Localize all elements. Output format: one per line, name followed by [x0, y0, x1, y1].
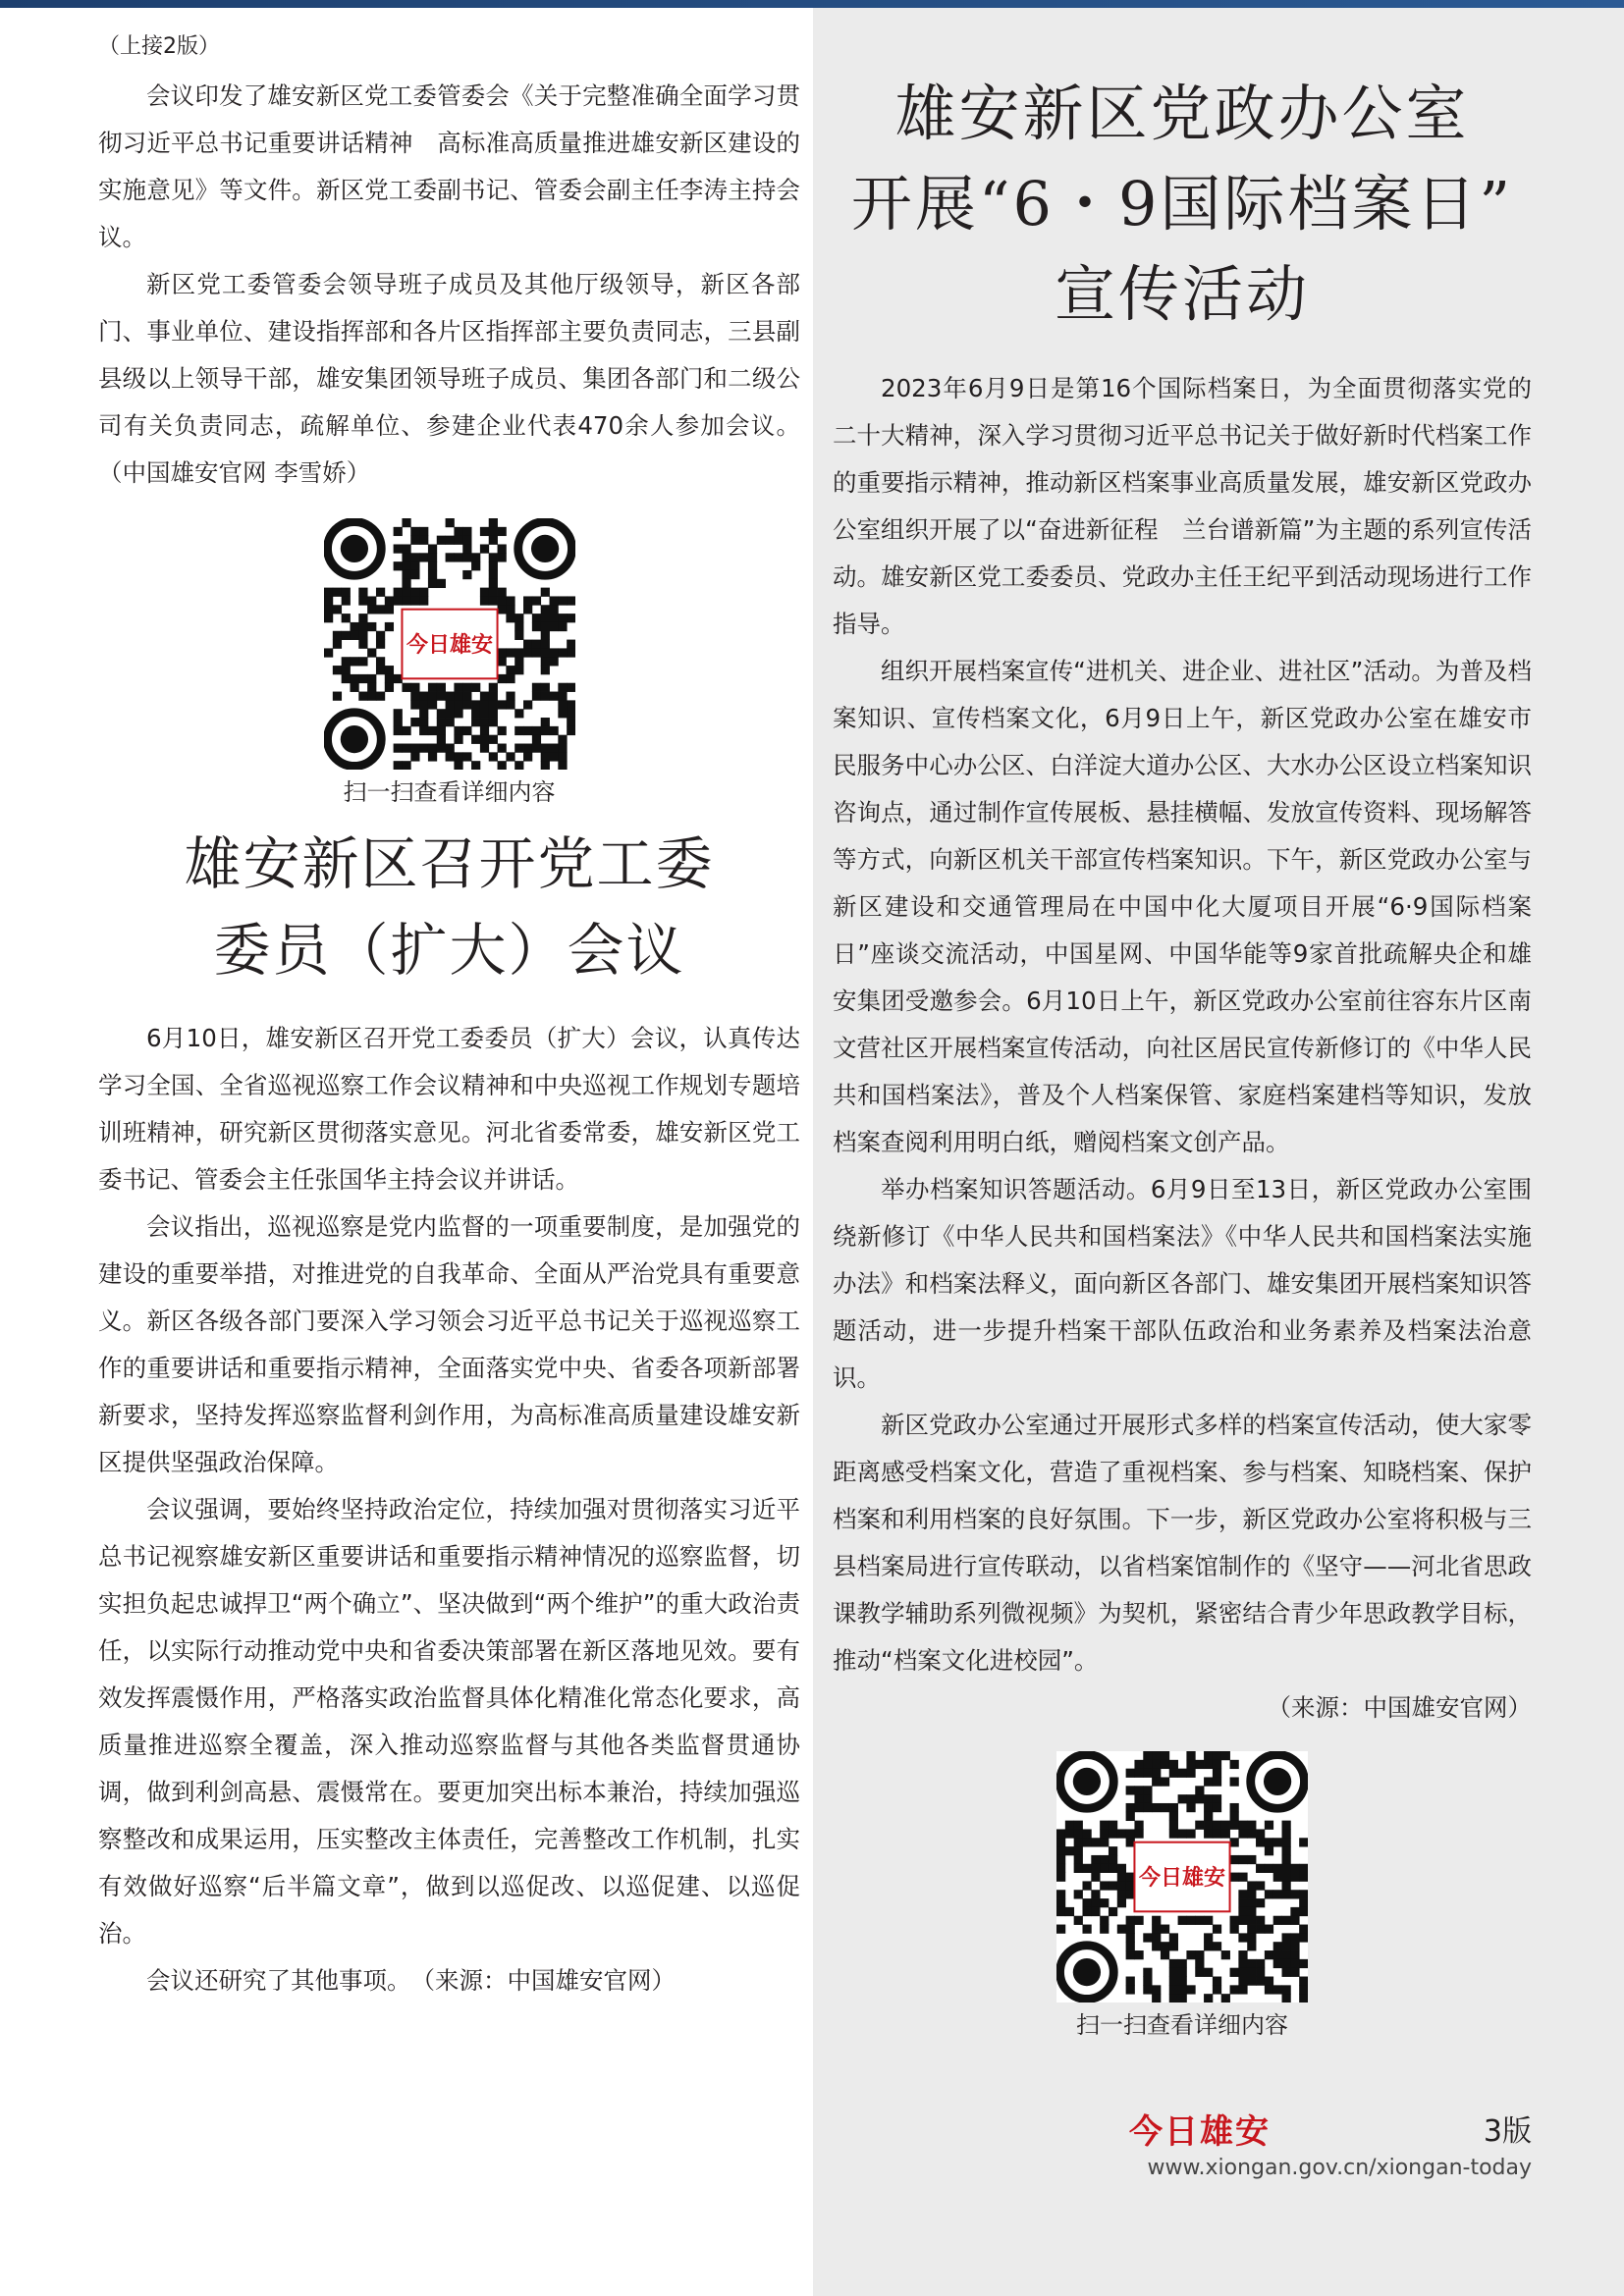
- qr-code-icon[interactable]: [324, 518, 575, 770]
- article-3-headline-line-1: 雄安新区党政办公室: [894, 78, 1470, 149]
- left-column: [98, 29, 800, 2004]
- qr-code-icon[interactable]: [1056, 1751, 1308, 2002]
- continued-label: （上接2版）: [98, 34, 220, 59]
- art3-paragraph-1: 2023年6月9日是第16个国际档案日，为全面贯彻落实党的二十大精神，深入学习贯彻习近平总书记关于做好新时代档案工作的重要指示精神，推动新区档案事业高质量发展，雄安新区党政办公室组织开展了以“奋进新征程 兰台谱新篇”为主题的系列宣传活动。雄安新区党工委委员、党政办主任王纪平到活动现场进行工作指导。: [833, 374, 1532, 638]
- qr-block-1: [98, 518, 800, 809]
- article-2-headline: [98, 821, 800, 993]
- article-3-headline: [833, 69, 1532, 340]
- art2-paragraph-2: 会议指出，巡视巡察是党内监督的一项重要制度，是加强党的建设的重要举措，对推进党的自我革命、全面从严治党具有重要意义。新区各级各部门要深入学习领会习近平总书记关于巡视巡察工作的重要讲话和重要指示精神，全面落实党中央、省委各项新部署新要求，坚持发挥巡察监督利剑作用，为高标准高质量建设雄安新区提供坚强政治保障。: [98, 1212, 800, 1476]
- qr-block-2: [833, 1751, 1532, 2042]
- site-url[interactable]: www.xiongan.gov.cn/xiongan-today: [1147, 2156, 1532, 2180]
- art2-paragraph-3: 会议强调，要始终坚持政治定位，持续加强对贯彻落实习近平总书记视察雄安新区重要讲话和重要指示精神情况的巡察监督，切实担负起忠诚捍卫“两个确立”、坚决做到“两个维护”的重大政治责任，以实际行动推动党中央和省委决策部署在新区落地见效。要有效发挥震慑作用，严格落实政治监督具体化精准化常态化要求，高质量推进巡察全覆盖，深入推动巡察监督与其他各类监督贯通协调，做到利剑高悬、震慑常在。要更加突出标本兼治，持续加强巡察整改和成果运用，压实整改主体责任，完善整改工作机制，扎实有效做好巡察“后半篇文章”，做到以巡促改、以巡促建、以巡促治。: [98, 1495, 800, 1948]
- article-2-headline-line-2: 委员（扩大）会议: [213, 917, 685, 984]
- article-3-headline-line-3: 宣传活动: [1054, 258, 1310, 330]
- qr-caption-2: 扫一扫查看详细内容: [1076, 2011, 1288, 2039]
- art3-paragraph-4: 新区党政办公室通过开展形式多样的档案宣传活动，使大家零距离感受档案文化，营造了重视档案、参与档案、知晓档案、保护档案和利用档案的良好氛围。下一步，新区党政办公室将积极与三县档案局进行宣传联动，以省档案馆制作的《坚守——河北省思政课教学辅助系列微视频》为契机，紧密结合青少年思政教学目标，推动“档案文化进校园”。: [833, 1411, 1532, 1675]
- right-column: [833, 69, 1532, 2042]
- page-number: 3版: [1483, 2114, 1532, 2149]
- brand-logo: 今日雄安: [1129, 2112, 1271, 2152]
- art1-paragraph-2: 新区党工委管委会领导班子成员及其他厅级领导，新区各部门、事业单位、建设指挥部和各片区指挥部主要负责同志，三县副县级以上领导干部，雄安集团领导班子成员、集团各部门和二级公司有关负责同志，疏解单位、参建企业代表470余人参加会议。（中国雄安官网 李雪娇）: [98, 270, 800, 487]
- art2-paragraph-4: 会议还研究了其他事项。 （来源：中国雄安官网）: [146, 1966, 676, 1995]
- art2-paragraph-1: 6月10日，雄安新区召开党工委委员（扩大）会议，认真传达学习全国、全省巡视巡察工作会议精神和中央巡视工作规划专题培训班精神，研究新区贯彻落实意见。河北省委常委，雄安新区党工委书记、管委会主任张国华主持会议并讲话。: [98, 1024, 800, 1194]
- art1-paragraph-1: 会议印发了雄安新区党工委管委会《关于完整准确全面学习贯彻习近平总书记重要讲话精神 高标准高质量推进雄安新区建设的实施意见》等文件。新区党工委副书记、管委会副主任李涛主持会议。: [98, 81, 800, 251]
- art3-paragraph-3: 举办档案知识答题活动。6月9日至13日，新区党政办公室围绕新修订《中华人民共和国档案法》《中华人民共和国档案法实施办法》和档案法释义，面向新区各部门、雄安集团开展档案知识答题活动，进一步提升档案干部队伍政治和业务素养及档案法治意识。: [833, 1175, 1532, 1392]
- qr-caption-1: 扫一扫查看详细内容: [343, 778, 556, 806]
- article-3-headline-line-2: 开展“6・9国际档案日”: [850, 168, 1514, 240]
- art3-paragraph-2: 组织开展档案宣传“进机关、进企业、进社区”活动。为普及档案知识、宣传档案文化，6月9日上午，新区党政办公室在雄安市民服务中心办公区、白洋淀大道办公区、大水办公区设立档案知识咨询点，通过制作宣传展板、悬挂横幅、发放宣传资料、现场解答等方式，向新区机关干部宣传档案知识。下午，新区党政办公室与新区建设和交通管理局在中国中化大厦项目开展“6·9国际档案日”座谈交流活动，中国星网、中国华能等9家首批疏解央企和雄安集团受邀参会。6月10日上午，新区党政办公室前往容东片区南文营社区开展档案宣传活动，向社区居民宣传新修订的《中华人民共和国档案法》，普及个人档案保管、家庭档案建档等知识，发放档案查阅利用明白纸，赠阅档案文创产品。: [833, 657, 1532, 1156]
- article-2-headline-line-1: 雄安新区召开党工委: [184, 830, 715, 897]
- svg-text:今日雄安: 今日雄安: [406, 632, 493, 658]
- art3-source: （来源：中国雄安官网）: [1267, 1693, 1532, 1722]
- svg-text:今日雄安: 今日雄安: [1138, 1865, 1226, 1891]
- top-bar: [0, 0, 1624, 8]
